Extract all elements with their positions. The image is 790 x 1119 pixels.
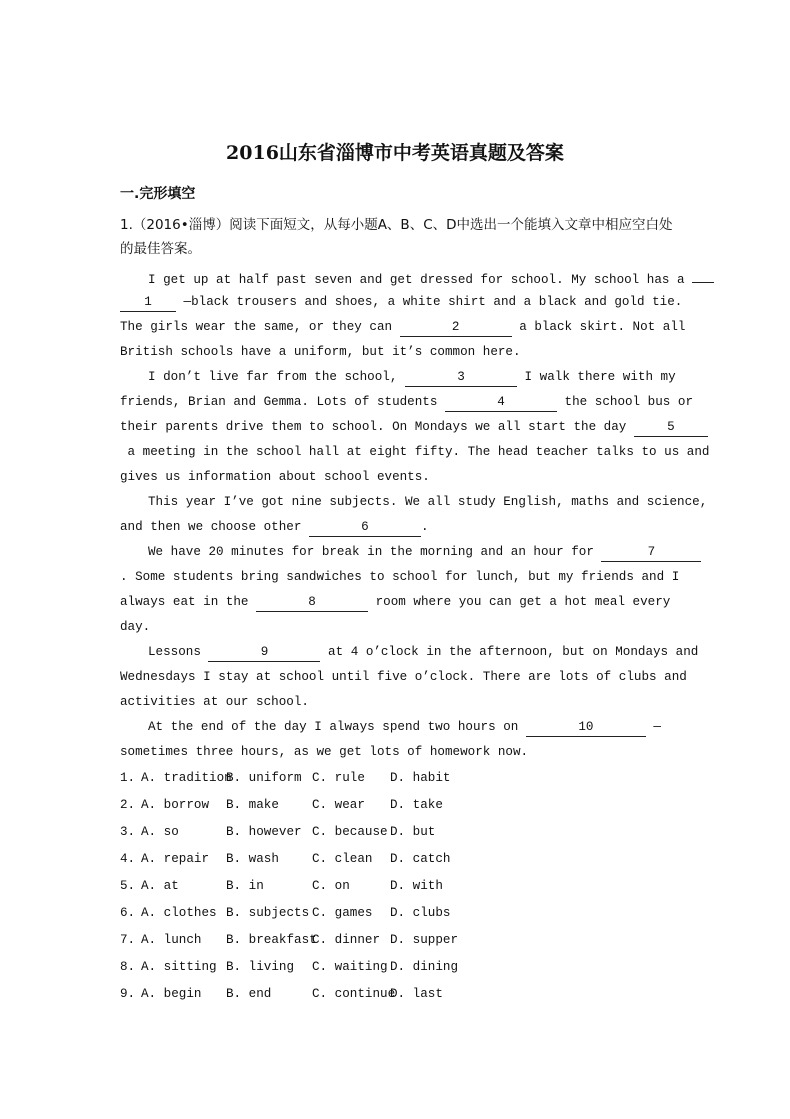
passage-line	[120, 315, 685, 340]
option-b: B. however	[226, 825, 302, 839]
option-number: 5.	[120, 879, 136, 893]
passage-line	[148, 540, 701, 565]
option-number: 6.	[120, 906, 136, 920]
passage-text: sometimes three hours, as we get lots of homework now.	[120, 745, 529, 759]
blank-5: 5	[634, 419, 708, 437]
passage-line	[120, 665, 687, 690]
passage-line	[120, 615, 150, 640]
option-a: A. begin	[141, 987, 202, 1001]
passage-line	[120, 465, 430, 490]
passage-text: a meeting in the school hall at eight fifty. The head teacher talks to us and	[120, 445, 710, 459]
passage-line	[120, 590, 670, 615]
option-number: 2.	[120, 798, 136, 812]
option-a: A. tradition	[141, 771, 232, 785]
passage-text: and then we choose other	[120, 520, 309, 534]
blank-1-start	[692, 265, 714, 283]
passage-line	[148, 640, 698, 665]
option-d: D. take	[390, 798, 443, 812]
option-b: B. uniform	[226, 771, 302, 785]
passage-text: a black skirt. Not all	[511, 320, 686, 334]
blank-3: 3	[405, 369, 517, 387]
option-d: D. catch	[390, 852, 451, 866]
passage-line	[120, 740, 528, 765]
option-a: A. repair	[141, 852, 210, 866]
passage-line	[148, 490, 707, 515]
passage-text: friends, Brian and Gemma. Lots of students	[120, 395, 445, 409]
passage-text: . Some students bring sandwiches to school for lunch, but my friends and I	[120, 570, 680, 584]
option-c: C. on	[312, 879, 350, 893]
option-d: D. last	[390, 987, 443, 1001]
option-d: D. clubs	[390, 906, 451, 920]
option-a: A. lunch	[141, 933, 202, 947]
blank-9: 9	[208, 644, 320, 662]
option-c: C. rule	[312, 771, 365, 785]
passage-text: The girls wear the same, or they can	[120, 320, 400, 334]
option-number: 1.	[120, 771, 136, 785]
option-number: 9.	[120, 987, 136, 1001]
option-b: B. end	[226, 987, 272, 1001]
passage-text: This year I’ve got nine subjects. We all study English, maths and science,	[148, 495, 708, 509]
passage-line	[120, 565, 679, 590]
blank-7: 7	[601, 544, 701, 562]
option-d: D. dining	[390, 960, 459, 974]
option-d: D. but	[390, 825, 436, 839]
passage-line	[148, 715, 661, 740]
passage-text: Lessons	[148, 645, 209, 659]
passage-text: —black trousers and shoes, a white shirt and a black and gold tie.	[176, 295, 683, 309]
option-c: C. dinner	[312, 933, 381, 947]
passage-text: We have 20 minutes for break in the morning and an hour for	[148, 545, 602, 559]
option-d: D. habit	[390, 771, 451, 785]
passage-line	[148, 265, 714, 290]
passage-line	[120, 515, 429, 540]
passage-text: their parents drive them to school. On Mondays we all start the day	[120, 420, 634, 434]
option-c: C. games	[312, 906, 373, 920]
option-c: C. clean	[312, 852, 373, 866]
passage-text: British schools have a uniform, but it’s common here.	[120, 345, 521, 359]
passage-text: At the end of the day I always spend two hours on	[148, 720, 526, 734]
passage-text: activities at our school.	[120, 695, 309, 709]
option-c: C. because	[312, 825, 388, 839]
passage-text: I don’t live far from the school,	[148, 370, 405, 384]
passage-line	[120, 340, 521, 365]
passage-line	[120, 390, 693, 415]
option-b: B. breakfast	[226, 933, 317, 947]
blank-2: 2	[400, 319, 512, 337]
option-number: 3.	[120, 825, 136, 839]
option-a: A. so	[141, 825, 179, 839]
blank-1: 1	[120, 294, 176, 312]
question-instructions: 1.（2016•淄博）阅读下面短文，从每小题A、B、C、D中选出一个能填入文章中相应空白处的最佳答案。	[120, 217, 673, 257]
passage-text: gives us information about school events.	[120, 470, 430, 484]
passage-line	[120, 690, 309, 715]
option-b: B. in	[226, 879, 264, 893]
passage-text: room where you can get a hot meal every	[368, 595, 671, 609]
option-b: B. living	[226, 960, 295, 974]
blank-10: 10	[526, 719, 646, 737]
passage-text: .	[420, 520, 429, 534]
option-c: C. continue	[312, 987, 396, 1001]
passage-text: at 4 o’clock in the afternoon, but on Mondays and	[320, 645, 699, 659]
option-c: C. waiting	[312, 960, 388, 974]
option-a: A. clothes	[141, 906, 217, 920]
option-a: A. at	[141, 879, 179, 893]
option-d: D. with	[390, 879, 443, 893]
passage-line	[148, 365, 676, 390]
section-heading: 一.完形填空	[120, 186, 196, 202]
passage-text: the school bus or	[556, 395, 694, 409]
blank-6: 6	[309, 519, 421, 537]
passage-line	[120, 415, 708, 440]
option-number: 7.	[120, 933, 136, 947]
option-a: A. sitting	[141, 960, 217, 974]
passage-text: I get up at half past seven and get dressed for school. My school has a	[148, 273, 693, 287]
option-b: B. wash	[226, 852, 279, 866]
passage-text: Wednesdays I stay at school until five o’clock. There are lots of clubs and	[120, 670, 687, 684]
passage-text: day.	[120, 620, 151, 634]
option-number: 4.	[120, 852, 136, 866]
passage-text: I walk there with my	[516, 370, 676, 384]
document-title: 2016山东省淄博市中考英语真题及答案	[226, 142, 564, 164]
passage-text: —	[645, 720, 661, 734]
blank-4: 4	[445, 394, 557, 412]
blank-8: 8	[256, 594, 368, 612]
passage-line	[120, 290, 682, 315]
option-d: D. supper	[390, 933, 459, 947]
option-a: A. borrow	[141, 798, 210, 812]
option-number: 8.	[120, 960, 136, 974]
passage-line	[120, 440, 709, 465]
option-b: B. make	[226, 798, 279, 812]
passage-text: always eat in the	[120, 595, 257, 609]
option-b: B. subjects	[226, 906, 310, 920]
option-c: C. wear	[312, 798, 365, 812]
